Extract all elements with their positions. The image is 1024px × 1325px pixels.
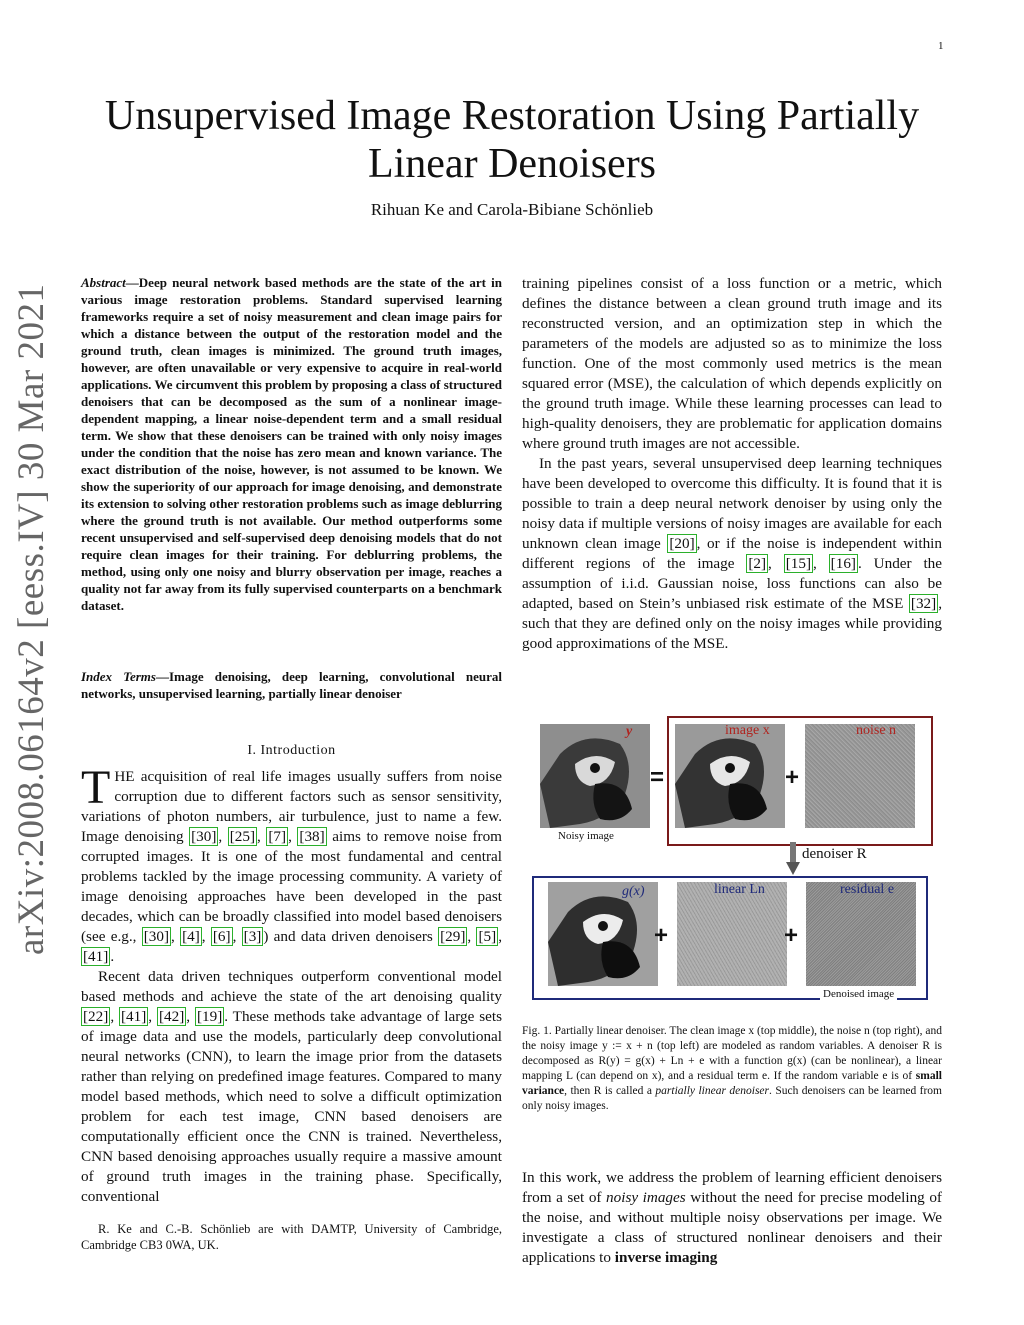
label-gx: g(x) <box>622 884 645 899</box>
caption-denoised-image: Denoised image <box>820 988 897 1000</box>
plus-sign: + <box>784 922 799 949</box>
citation-link[interactable]: [32] <box>910 595 937 612</box>
right-column-bottom <box>522 1153 942 1283</box>
citation-link[interactable]: [15] <box>785 555 812 572</box>
separator: , <box>288 828 298 845</box>
emphasis: noisy images <box>606 1189 686 1207</box>
citation-link[interactable]: [25] <box>229 828 256 845</box>
citation-link[interactable]: [29] <box>440 928 466 945</box>
citation-link[interactable]: [5] <box>478 928 497 945</box>
citation-link[interactable]: [2] <box>748 555 767 572</box>
text-run: without the need for precise modeling of the noise, and without multiple noisy observations per image. We investigate a class of structured nonlinear denoisers and their applications to <box>522 1189 942 1267</box>
citation-link[interactable]: [38] <box>299 828 325 845</box>
page-number: 1 <box>938 40 944 52</box>
citation-link[interactable]: [30] <box>143 928 170 945</box>
separator: , <box>257 828 267 845</box>
citation-link[interactable]: [42] <box>158 1008 185 1025</box>
arxiv-stamp: arXiv:2008.06164v2 [eess.IV] 30 Mar 2021 <box>11 283 52 955</box>
separator: , <box>148 1008 157 1025</box>
separator: , <box>813 555 829 572</box>
text-run: Partially linear denoiser. The clean image x (top middle), the noise n (top right), and the noisy image y := x + n (top left) are modeled as random variables. A denoiser R is decomposed as R(y) = g(x) + Ln + e with a function g(x) (can be nonlinear), a linear mapping L (can depend on x), and a residual term e. If the random variable e is of <box>522 1025 942 1082</box>
citation-link[interactable]: [4] <box>182 928 200 945</box>
separator: , <box>218 828 228 845</box>
citation-link[interactable]: [41] <box>83 948 109 965</box>
citation-link[interactable]: [16] <box>830 555 856 572</box>
equals-sign: = <box>650 764 665 791</box>
text-run: . Under the assumption of i.i.d. Gaussian noise, loss functions can also be adapted, based on Stein’s unbiased risk estimate of the MSE <box>522 555 943 612</box>
citation-link[interactable]: [30] <box>191 828 217 845</box>
noise-image <box>805 724 915 828</box>
text-run: HE acquisition of real life images usually suffers from noise corruption due to different factors such as sensor sensitivity, variations of photon numbers, air turbulence, just to name a few. Image denoising <box>81 768 502 845</box>
figure-caption <box>522 1024 942 1114</box>
intro-paragraph-1 <box>81 761 502 967</box>
figure-1 <box>530 716 930 1006</box>
caption-prefix: Fig. 1. <box>522 1025 552 1037</box>
text-run: ) and data driven denoisers <box>263 928 439 945</box>
intro-left-column <box>81 761 502 1207</box>
separator: , <box>232 928 242 945</box>
abstract-text: —Deep neural network based methods are the state of the art in various image restoration problems. Standard supervised learning frameworks require a set of noisy measurement and clean image pairs for which a distance between the output of the restoration model and the ground truth, clean images is minimized. The ground truth images, however, are often unavailable or very expensive to acquire in real-world applications. We circumvent this problem by proposing a class of structured denoisers that can be decomposed as the sum of a nonlinear image-dependent mapping, a linear noise-dependent term and a small residual term. We show that these denoisers can be trained with only noisy images under the condition that the noise has zero mean and known variance. The exact distribution of the noise, however, is not assumed to be known. We show the superiority of our approach for image denoising, and demonstrate its extension to solving other restoration problems such as image deblurring where the ground truth is not available. Our method outperforms some recent unsupervised and self-supervised deep denoising models that do not require clean images for their training. For deblurring problems, the method, using only one noisy and blurry observation per image, reaches a quality not far away from its fully supervised counterparts on a benchmark dataset. <box>81 275 502 613</box>
caption-noisy-image: Noisy image <box>558 830 614 842</box>
text-run: In the past years, several unsupervised deep learning techniques have been developed to overcome this difficulty. It is found that it is possible to train a deep neural network denoiser by using only the noisy data if multiple versions of noisy images are available for each unknown clean image <box>522 455 942 552</box>
abstract <box>81 274 502 614</box>
right-paragraph-3 <box>522 1168 942 1268</box>
text-run: In this work, we address the problem of learning efficient denoisers from a set of <box>522 1169 942 1207</box>
text-run: , then R is called a <box>564 1085 656 1097</box>
right-paragraph-2 <box>522 454 942 654</box>
paper-title: Unsupervised Image Restoration Using Partially Linear Denoisers <box>104 93 920 187</box>
label-linear: linear Ln <box>714 882 765 897</box>
separator: , <box>186 1008 195 1025</box>
citation-link[interactable]: [41] <box>120 1008 147 1025</box>
parrot-illustration <box>540 724 650 828</box>
right-column-top <box>522 274 942 654</box>
label-image-x: image x <box>725 723 770 738</box>
plus-sign: + <box>654 922 669 949</box>
label-residual: residual e <box>840 882 895 897</box>
index-terms-text: —Image denoising, deep learning, convolutional neural networks, unsupervised learning, partially linear denoiser <box>81 669 502 701</box>
caption-bold: small variance <box>522 1070 942 1097</box>
abstract-label: Abstract <box>81 275 126 290</box>
text-run: . Such denoisers can be learned from only noisy images. <box>522 1085 942 1112</box>
dropcap: T <box>81 761 111 814</box>
footnote-text: R. Ke and C.-B. Schönlieb are with DAMTP, University of Cambridge, Cambridge CB3 0WA, UK. <box>81 1222 502 1252</box>
text-run: , such that they are defined only on the noisy images while providing good approximations of the MSE. <box>522 595 942 652</box>
text-run: . <box>110 948 115 965</box>
index-terms <box>81 668 502 702</box>
separator: , <box>768 555 784 572</box>
footnote <box>81 1221 502 1253</box>
label-noise-n: noise n <box>856 723 897 738</box>
citation-link[interactable]: [7] <box>268 828 287 845</box>
separator: , <box>498 928 502 945</box>
down-arrow-icon <box>786 842 800 876</box>
caption-emphasis: partially linear denoiser <box>655 1085 769 1097</box>
text-run: , or if the noise is independent within different regions of the image <box>522 535 942 572</box>
parrot-illustration <box>675 724 785 828</box>
citation-link[interactable]: [19] <box>196 1008 223 1025</box>
section-heading: I. Introduction <box>247 743 336 758</box>
right-paragraph-1: training pipelines consist of a loss function or a metric, which defines the distance between a clean ground truth image and its reconstructed version, and an optimization step in which the parameters of the models are adjusted so as to minimize the loss function. One of the most commonly used metrics is the mean squared error (MSE), the calculation of which depends explicitly on the ground truth image. While these learning processes can lead to high-quality denoisers, they are problematic for application domains where ground truth images are not accessible. <box>522 275 942 452</box>
citation-link[interactable]: [22] <box>83 1008 109 1025</box>
intro-paragraph-2 <box>81 967 502 1207</box>
bold-term: inverse imaging <box>614 1249 718 1267</box>
citation-link[interactable]: [6] <box>212 928 231 945</box>
separator: , <box>201 928 211 945</box>
clean-parrot-image <box>675 724 785 828</box>
separator: , <box>110 1008 119 1025</box>
text-run: . These methods take advantage of large sets of image data and use the models, particularly deep convolutional neural networks (CNN), to learn the image prior from the datasets rather than relying on predefined image features. Compared to many model based methods, which need to solve a difficult optimization problem for each test image, CNN based denoisers are computationally efficient once the CNN is trained. Nevertheless, CNN based denoising approaches usually require a massive amount of ground truth images in the training phase. Specifically, conventional <box>81 1008 502 1205</box>
text-run: aims to remove noise from corrupted images. It is one of the most fundamental and central problems tackled by the image processing community. A variety of image denoising approaches have been developed in the past decades, which can be broadly classified into model based denoisers (see e.g., <box>81 828 502 945</box>
citation-link[interactable]: [3] <box>243 928 262 945</box>
index-terms-label: Index Terms <box>81 669 156 684</box>
label-y: y <box>626 724 633 739</box>
denoiser-label: denoiser R <box>802 846 867 862</box>
text-run: Recent data driven techniques outperform conventional model based methods and achieve the state of the art denoising quality <box>81 968 502 1005</box>
separator: , <box>171 928 181 945</box>
authors: Rihuan Ke and Carola-Bibiane Schönlieb <box>370 200 654 219</box>
noisy-parrot-image <box>540 724 650 828</box>
citation-link[interactable]: [20] <box>669 535 695 552</box>
plus-sign: + <box>785 764 800 791</box>
separator: , <box>467 928 477 945</box>
